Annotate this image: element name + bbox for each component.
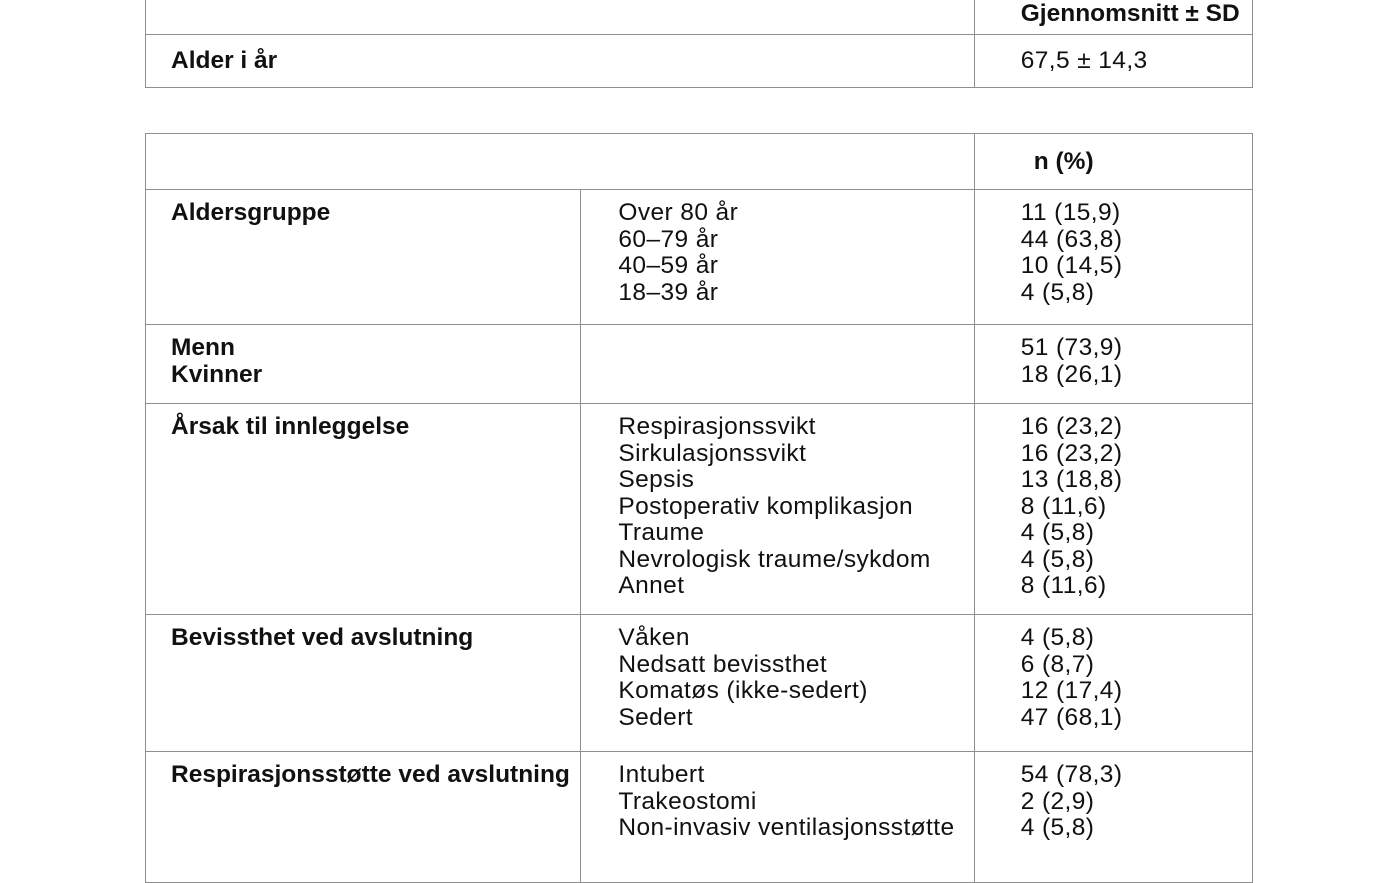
category-label: Over 80 år [618, 199, 739, 226]
category-label: Annet [618, 572, 685, 599]
age-group-categories [581, 190, 974, 325]
admission-cause-label: Årsak til innleggelse [146, 404, 581, 615]
category-label: Sedert [618, 703, 693, 731]
consciousness-label: Bevissthet ved avslutning [146, 615, 581, 752]
count-value: 4 (5,8) [1020, 519, 1095, 546]
category-label: Våken [618, 624, 690, 651]
category-label: Non-invasiv ventilasjonsstøtte [618, 814, 955, 841]
count-value: 8 (11,6) [1020, 492, 1107, 520]
category-label: Nedsatt bevissthet [618, 650, 828, 678]
counts-table [145, 133, 1253, 883]
count-value: 11 (15,9) [1020, 199, 1121, 226]
category-label: Sirkulasjonssvikt [618, 439, 807, 467]
age-mean-value: 67,5 ± 14,3 [974, 35, 1252, 88]
count-value: 16 (23,2) [1020, 413, 1123, 440]
age-group-values [974, 190, 1252, 325]
mean-table-header-row [146, 0, 1253, 35]
mean-sd-header: Gjennomsnitt ± SD [974, 0, 1252, 35]
admission-cause-categories [581, 404, 974, 615]
counts-table-header-row [146, 134, 1253, 190]
category-label: Postoperativ komplikasjon [618, 492, 913, 520]
sex-row [146, 325, 1253, 404]
mean-table-header-empty-cell [146, 0, 975, 35]
count-value: 47 (68,1) [1020, 703, 1123, 731]
count-value: 12 (17,4) [1020, 677, 1123, 704]
category-label: Nevrologisk traume/sykdom [618, 545, 931, 573]
age-label: Alder i år [146, 35, 975, 88]
category-label: Respirasjonssvikt [618, 413, 816, 440]
category-label: 60–79 år [618, 225, 719, 253]
category-label: Trakeostomi [618, 787, 757, 815]
consciousness-values [974, 615, 1252, 752]
count-value: 8 (11,6) [1020, 572, 1107, 599]
category-label: Traume [618, 519, 705, 546]
count-value: 13 (18,8) [1020, 466, 1123, 493]
count-value: 51 (73,9) [1020, 334, 1123, 361]
category-label: Sepsis [618, 466, 695, 493]
admission-cause-row [146, 404, 1253, 615]
consciousness-row [146, 615, 1253, 752]
age-group-row [146, 190, 1253, 325]
count-value: 4 (5,8) [1020, 545, 1095, 573]
count-value: 4 (5,8) [1020, 278, 1095, 306]
consciousness-categories [581, 615, 974, 752]
sex-empty-cell [581, 325, 974, 404]
count-value: 44 (63,8) [1020, 225, 1123, 253]
age-row [146, 35, 1253, 88]
count-value: 2 (2,9) [1020, 787, 1095, 815]
respiratory-support-label: Respirasjonsstøtte ved avslutning [146, 752, 581, 883]
category-label: Komatøs (ikke-sedert) [618, 677, 868, 704]
count-value: 4 (5,8) [1020, 814, 1095, 841]
n-percent-header: n (%) [974, 134, 1252, 190]
admission-cause-values [974, 404, 1252, 615]
sex-values [974, 325, 1252, 404]
mean-table [145, 0, 1253, 88]
category-label: 40–59 år [618, 252, 719, 279]
count-value: 6 (8,7) [1020, 650, 1095, 678]
count-value: 18 (26,1) [1020, 360, 1123, 388]
category-label: Intubert [618, 761, 705, 788]
count-value: 16 (23,2) [1020, 439, 1123, 467]
sex-label-men: Menn [171, 334, 235, 361]
respiratory-support-values [974, 752, 1252, 883]
age-group-label: Aldersgruppe [146, 190, 581, 325]
count-value: 54 (78,3) [1020, 761, 1123, 788]
category-label: 18–39 år [618, 278, 719, 306]
sex-label-women: Kvinner [171, 360, 263, 388]
counts-header-empty-cell [146, 134, 975, 190]
count-value: 10 (14,5) [1020, 252, 1123, 279]
count-value: 4 (5,8) [1020, 624, 1095, 651]
sex-labels [146, 325, 581, 404]
respiratory-support-categories [581, 752, 974, 883]
respiratory-support-row [146, 752, 1253, 883]
